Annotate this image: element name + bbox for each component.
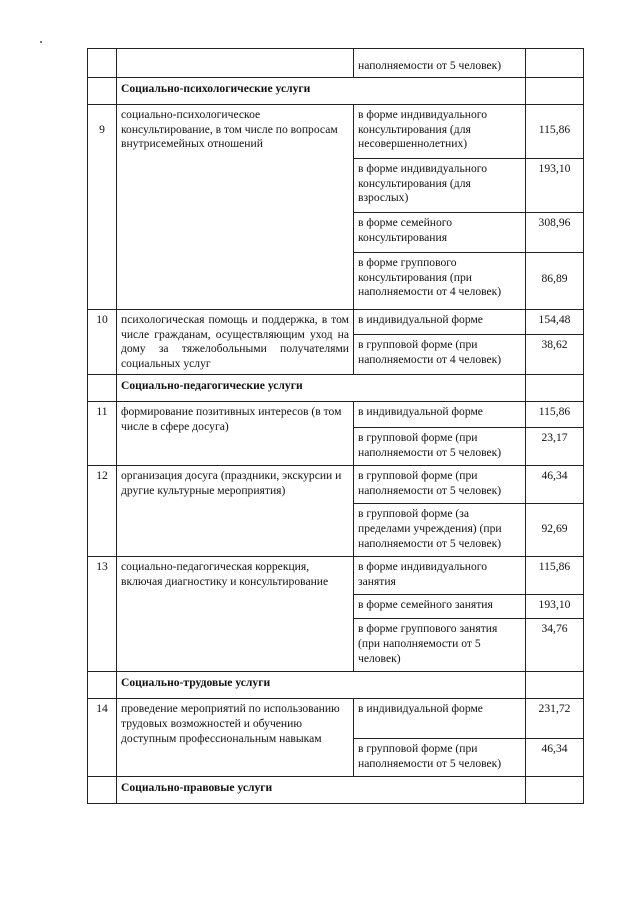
section-row [88, 672, 584, 699]
price-value: 86,89 [526, 253, 584, 310]
row-number: 10 [88, 310, 117, 375]
section-title: Социально-психологические услуги [117, 78, 526, 105]
service-description: социально-психологическое консультирование, в том числе по вопросам внутрисемейных отношений [117, 105, 354, 310]
form-description: в групповой форме (за пределами учреждения) (при наполняемости от 5 человек) [354, 504, 526, 557]
price-value: 193,10 [526, 595, 584, 619]
form-description: в форме индивидуального занятия [354, 557, 526, 595]
price-cell [526, 49, 584, 78]
service-cell [117, 49, 354, 78]
section-row [88, 78, 584, 105]
service-description: проведение мероприятий по использованию трудовых возможностей и обучению доступным профессиональным навыкам [117, 699, 354, 777]
form-description: в форме индивидуального консультирования (для взрослых) [354, 159, 526, 213]
service-description: психологическая помощь и поддержка, в том числе гражданам, осуществляющим уход на дому за тяжелобольными получателями социальных услуг [117, 310, 354, 375]
service-description: формирование позитивных интересов (в том числе в сфере досуга) [117, 402, 354, 466]
form-description: в форме семейного консультирования [354, 213, 526, 253]
table-row [88, 699, 584, 739]
price-value: 231,72 [526, 699, 584, 739]
form-description: в индивидуальной форме [354, 699, 526, 739]
price-value: 46,34 [526, 739, 584, 777]
section-title: Социально-правовые услуги [117, 777, 526, 804]
row-number: 9 [88, 105, 117, 310]
form-description: в форме группового консультирования (при наполняемости от 4 человек) [354, 253, 526, 310]
form-description: в форме индивидуального консультирования (для несовершеннолетних) [354, 105, 526, 159]
price-value: 193,10 [526, 159, 584, 213]
service-description: организация досуга (праздники, экскурсии и другие культурные мероприятия) [117, 466, 354, 557]
form-description: в групповой форме (при наполняемости от 5 человек) [354, 739, 526, 777]
price-value: 154,48 [526, 310, 584, 335]
form-description: в групповой форме (при наполняемости от 4 человек) [354, 335, 526, 375]
table-row [88, 310, 584, 335]
price-value: 308,96 [526, 213, 584, 253]
row-number: 14 [88, 699, 117, 777]
section-title: Социально-трудовые услуги [117, 672, 526, 699]
price-value: 115,86 [526, 402, 584, 428]
form-description: в групповой форме (при наполняемости от 5 человек) [354, 466, 526, 504]
section-row [88, 375, 584, 402]
form-description: в групповой форме (при наполняемости от 5 человек) [354, 428, 526, 466]
price-value: 46,34 [526, 466, 584, 504]
table-row [88, 105, 584, 159]
price-value: 92,69 [526, 504, 584, 557]
number-cell [88, 49, 117, 78]
row-number: 13 [88, 557, 117, 672]
table-row [88, 49, 584, 78]
form-cell: наполняемости от 5 человек) [354, 49, 526, 78]
form-description: в индивидуальной форме [354, 402, 526, 428]
form-description: в форме семейного занятия [354, 595, 526, 619]
row-number: 11 [88, 402, 117, 466]
tariff-table [87, 48, 584, 804]
section-row [88, 777, 584, 804]
table-row [88, 557, 584, 595]
table-row [88, 402, 584, 428]
table-row [88, 466, 584, 504]
price-value: 115,86 [526, 105, 584, 159]
price-value: 38,62 [526, 335, 584, 375]
price-value: 115,86 [526, 557, 584, 595]
section-title: Социально-педагогические услуги [117, 375, 526, 402]
form-description: в индивидуальной форме [354, 310, 526, 335]
price-value: 23,17 [526, 428, 584, 466]
service-description: социально-педагогическая коррекция, включая диагностику и консультирование [117, 557, 354, 672]
price-value: 34,76 [526, 619, 584, 672]
scan-speck [40, 41, 42, 43]
row-number: 12 [88, 466, 117, 557]
form-description: в форме группового занятия (при наполняемости от 5 человек) [354, 619, 526, 672]
